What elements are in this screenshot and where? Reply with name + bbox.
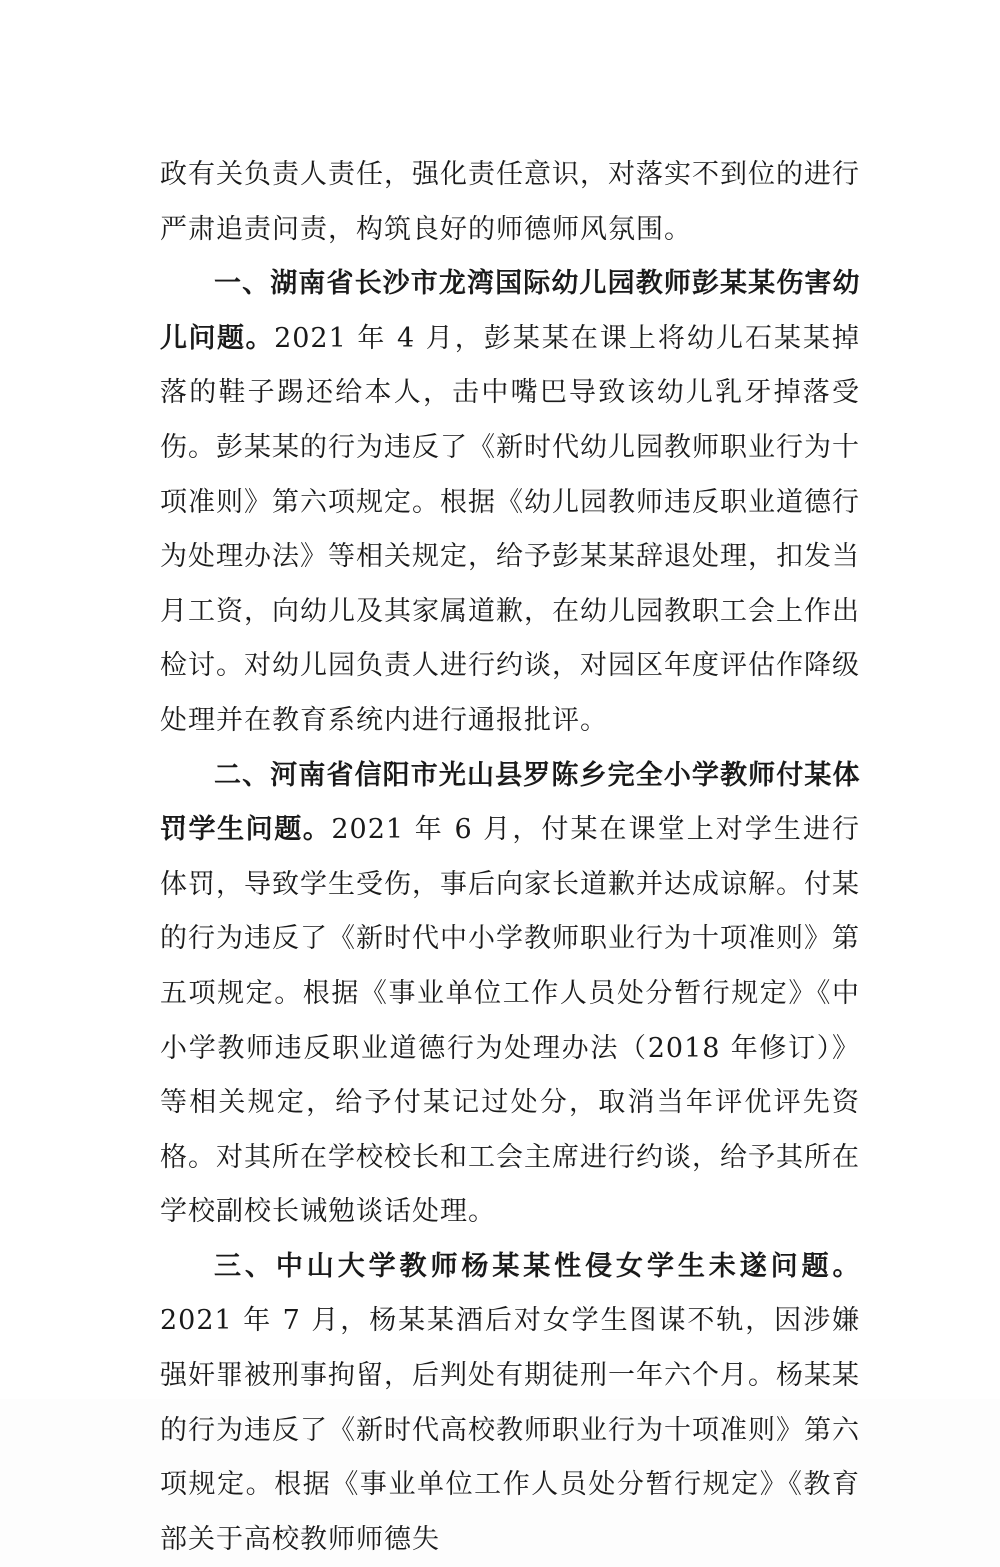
case-heading-3: 三、中山大学教师杨某某性侵女学生未遂问题。 xyxy=(214,1250,860,1282)
case-body-3: 2021 年 7 月，杨某某酒后对女学生图谋不轨，因涉嫌强奸罪被刑事拘留，后判处有期徒刑一年六个月。杨某某的行为违反了《新时代高校教师职业行为十项准则》第六项规定。根据《事业单位工作人员处分暂行规定》《教育部关于高校教师师德失 xyxy=(160,1305,860,1555)
case-body-2: 2021 年 6 月，付某在课堂上对学生进行体罚，导致学生受伤，事后向家长道歉并达成谅解。付某的行为违反了《新时代中小学教师职业行为十项准则》第五项规定。根据《事业单位工作人员处分暂行规定》《中小学教师违反职业道德行为处理办法（2018 年修订）》等相关规定，给予付某记过处分，取消当年评优评先资格。对其所在学校校长和工会主席进行约谈，给予其所在学校副校长诫勉谈话处理。 xyxy=(160,814,861,1228)
document-body xyxy=(160,148,860,1567)
case-body-1: 2021 年 4 月，彭某某在课上将幼儿石某某掉落的鞋子踢还给本人，击中嘴巴导致该幼儿乳牙掉落受伤。彭某某的行为违反了《新时代幼儿园教师职业行为十项准则》第六项规定。根据《幼儿园教师违反职业道德行为处理办法》等相关规定，给予彭某某辞退处理，扣发当月工资，向幼儿及其家属道歉，在幼儿园教职工会上作出检讨。对幼儿园负责人进行约谈，对园区年度评估作降级处理并在教育系统内进行通报批评。 xyxy=(160,322,861,736)
case-paragraph-1 xyxy=(160,257,860,748)
case-paragraph-3 xyxy=(160,1240,860,1567)
intro-continuation-paragraph: 政有关负责人责任，强化责任意识，对落实不到位的进行严肃追责问责，构筑良好的师德师风氛围。 xyxy=(160,159,860,245)
case-heading-2: 二、河南省信阳市光山县罗陈乡完全小学教师付某体罚学生问题。 xyxy=(160,759,860,846)
case-heading-1: 一、湖南省长沙市龙湾国际幼儿园教师彭某某伤害幼儿问题。 xyxy=(160,268,860,354)
case-paragraph-2 xyxy=(160,749,860,1240)
